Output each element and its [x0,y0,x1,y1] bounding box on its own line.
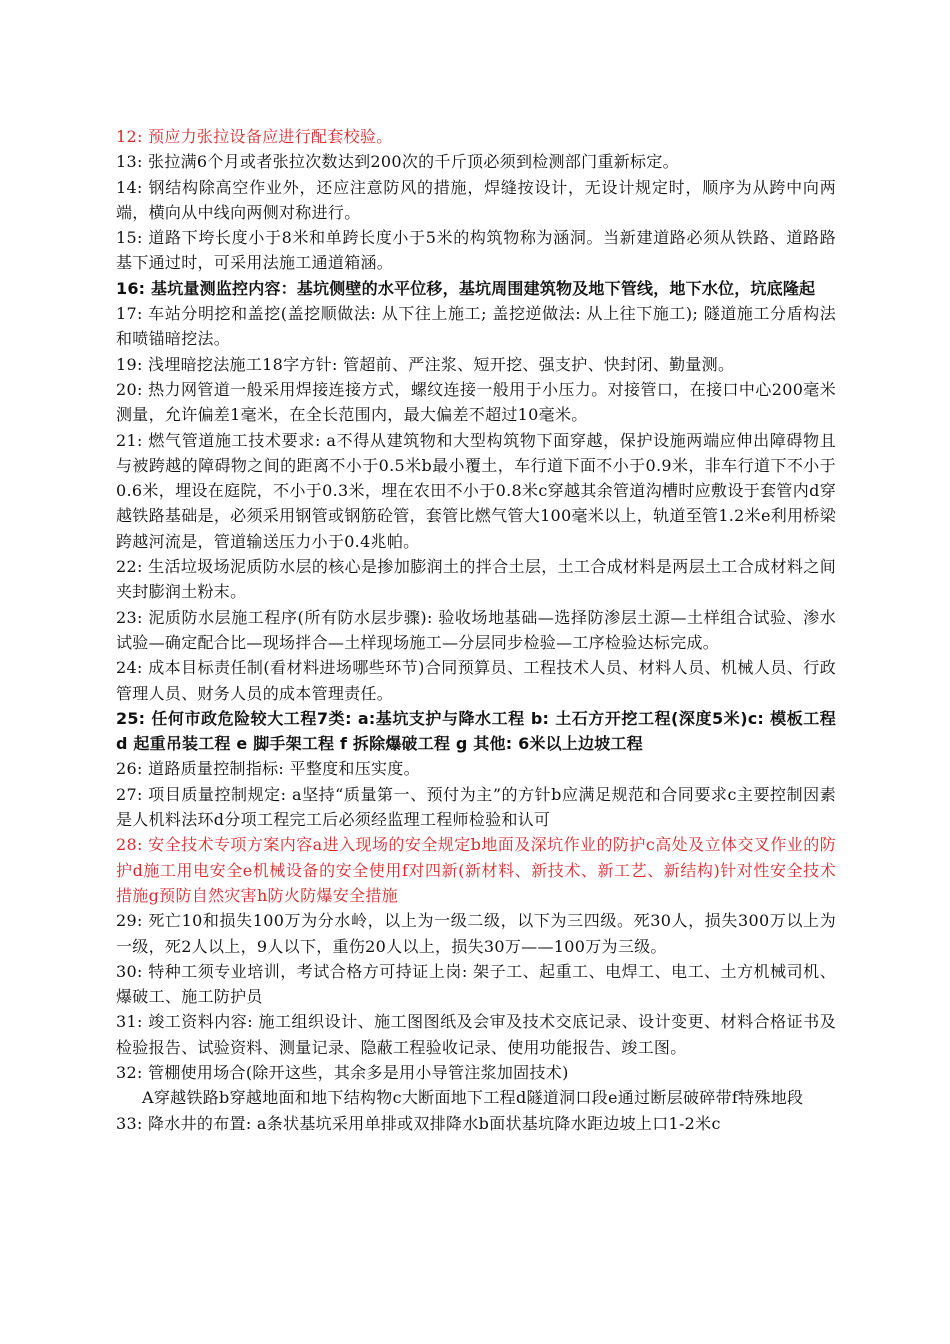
item-16: 16: 基坑量测监控内容：基坑侧壁的水平位移，基坑周围建筑物及地下管线，地下水位，坑底隆起 [116,278,816,298]
item-13: 13: 张拉满6个月或者张拉次数达到200次的千斤顶必须到检测部门重新标定。 [116,152,679,172]
document-body [116,124,836,1136]
item-22: 22: 生活垃圾场泥质防水层的核心是掺加膨润土的拌合土层，土工合成材料是两层土工合成材料之间夹封膨润土粉末。 [116,557,836,602]
item-32-list: A穿越铁路b穿越地面和地下结构物c大断面地下工程d隧道洞口段e通过断层破碎带f特殊地段 [142,1088,804,1108]
item-15: 15: 道路下垮长度小于8米和单跨长度小于5米的构筑物称为涵洞。当新建道路必须从铁路、道路路基下通过时，可采用法施工通道箱涵。 [116,228,836,273]
item-23: 23: 泥质防水层施工程序(所有防水层步骤): 验收场地基础—选择防渗层土源—土样组合试验、渗水试验—确定配合比—现场拌合—土样现场施工—分层同步检验—工序检验达标完成。 [116,607,836,652]
item-31: 31: 竣工资料内容: 施工组织设计、施工图图纸及会审及技术交底记录、设计变更、材料合格证书及检验报告、试验资料、测量记录、隐蔽工程验收记录、使用功能报告、竣工图。 [116,1012,836,1057]
item-30: 30: 特种工须专业培训，考试合格方可持证上岗: 架子工、起重工、电焊工、电工、土方机械司机、爆破工、施工防护员 [116,961,836,1007]
item-17: 17: 车站分明挖和盖挖(盖挖顺做法: 从下往上施工; 盖挖逆做法: 从上往下施工); 隧道施工分盾构法和喷锚暗挖法。 [116,304,836,349]
item-29: 29: 死亡10和损失100万为分水岭，以上为一级二级，以下为三四级。死30人，损失300万以上为一级，死2人以上，9人以下，重伤20人以上，损失30万——100万为三级。 [116,911,836,956]
item-25: 25: 任何市政危险较大工程7类: a:基坑支护与降水工程 b: 土石方开挖工程(深度5米)c: 模板工程 d 起重吊装工程 e 脚手架工程 f 拆除爆破工程 g 其他: 6米以上边坡工程 [116,708,836,754]
item-24: 24: 成本目标责任制(看材料进场哪些环节)合同预算员、工程技术人员、材料人员、机械人员、行政管理人员、财务人员的成本管理责任。 [116,658,836,703]
item-26: 26: 道路质量控制指标: 平整度和压实度。 [116,759,420,779]
item-20: 20: 热力网管道一般采用焊接连接方式，螺纹连接一般用于小压力。对接管口，在接口中心200毫米测量，允许偏差1毫米，在全长范围内，最大偏差不超过10毫米。 [116,379,836,425]
item-14: 14: 钢结构除高空作业外，还应注意防风的措施，焊缝按设计，无设计规定时，顺序为从跨中向两端，横向从中线向两侧对称进行。 [116,177,836,222]
item-28: 28: 安全技术专项方案内容a进入现场的安全规定b地面及深坑作业的防护c高处及立体交叉作业的防护d施工用电安全e机械设备的安全使用f对四新(新材料、新技术、新工艺、新结构)针对性安全技术措施g预防自然灾害h防火防爆安全措施 [116,835,836,905]
item-12: 12: 预应力张拉设备应进行配套校验。 [116,127,393,146]
item-19: 19: 浅埋暗挖法施工18字方针: 管超前、严注浆、短开挖、强支护、快封闭、勤量测。 [116,354,735,374]
item-33: 33: 降水井的布置: a条状基坑采用单排或双排降水b面状基坑降水距边坡上口1-2米c [116,1113,721,1133]
item-32: 32: 管棚使用场合(除开这些，其余多是用小导管注浆加固技术) [116,1062,569,1082]
item-21: 21: 燃气管道施工技术要求: a不得从建筑物和大型构筑物下面穿越，保护设施两端应伸出障碍物且与被跨越的障碍物之间的距离不小于0.5米b最小覆土，车行道下面不小于0.9米，非车行道下不小于0.6米，埋设在庭院，不小于0.3米，埋在农田不小于0.8米c穿越其余管道沟槽时应敷设于套管内d穿越铁路基础是，必须采用钢管或钢筋砼管，套管比燃气管大100毫米以上，轨道至管1.2米e利用桥梁跨越河流是，管道输送压力小于0.4兆帕。 [116,430,836,551]
item-27: 27: 项目质量控制规定: a坚持“质量第一、预付为主”的方针b应满足规范和合同要求c主要控制因素是人机料法环d分项工程完工后必须经监理工程师检验和认可 [116,784,836,830]
